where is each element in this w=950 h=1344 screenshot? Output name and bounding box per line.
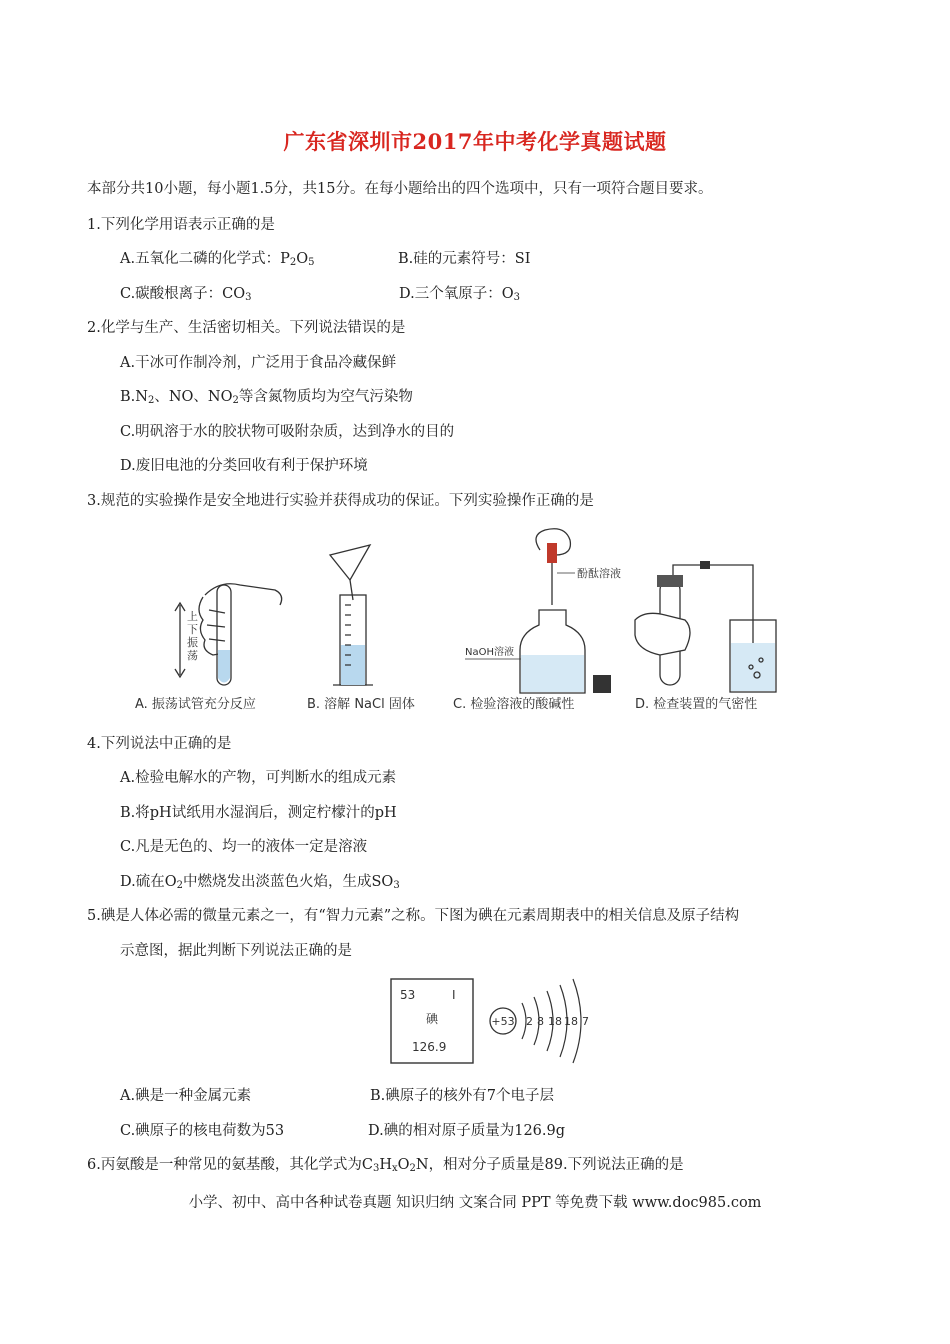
q2-option-b: $B.N_2$、NO、$NO_2$等含氮物质均为空气污染物 (120, 389, 413, 406)
element-symbol: I (452, 988, 456, 1002)
q4-option-d: D.硫在$O_2$中燃烧发出淡蓝色火焰，生成$SO_3$ (120, 874, 400, 891)
q4-stem: 4.下列说法中正确的是 (87, 736, 232, 752)
shell-3-count: 18 (548, 1015, 562, 1028)
fig-b-caption: B. 溶解 NaCl 固体 (307, 697, 415, 712)
fig-c-label-phenolphthalein: 酚酞溶液 (577, 567, 621, 580)
page-title: 广东省深圳市2017年中考化学真题试题 (283, 129, 667, 154)
q5-option-c: C.碘原子的核电荷数为53 (120, 1123, 285, 1139)
q5-stem-line2: 示意图，据此判断下列说法正确的是 (120, 943, 352, 959)
q5-iodine-figure (390, 975, 600, 1067)
atomic-number: 53 (400, 988, 416, 1002)
section-intro: 本部分共10小题，每小题1.5分，共15分。在每小题给出的四个选项中，只有一项符合题目要求。 (87, 181, 713, 197)
atomic-mass: 126.9 (412, 1040, 447, 1054)
shell-4-count: 18 (564, 1015, 578, 1028)
q3-experiment-figure (125, 525, 795, 720)
q2-option-d: D.废旧电池的分类回收有利于保护环境 (120, 458, 368, 474)
q3-stem: 3.规范的实验操作是安全地进行实验并获得成功的保证。下列实验操作正确的是 (87, 493, 594, 509)
q1-stem: 1.下列化学用语表示正确的是 (87, 217, 275, 233)
q4-option-a: A.检验电解水的产物，可判断水的组成元素 (120, 770, 397, 786)
fig-d-airtightness (635, 561, 776, 692)
q1-option-c: C.碳酸根离子：$CO_3$ (120, 286, 252, 303)
q4-option-b: B.将pH试纸用水湿润后，测定柠檬汁的pH (120, 805, 397, 821)
q1-option-b: B.硅的元素符号：SI (398, 251, 531, 267)
q5-option-d: D.碘的相对原子质量为126.9g (368, 1123, 566, 1139)
q2-option-c: C.明矾溶于水的胶状物可吸附杂质，达到净水的目的 (120, 424, 455, 440)
page-footer: 小学、初中、高中各种试卷真题 知识归纳 文案合同 PPT 等免费下载 www.doc985.com (188, 1195, 762, 1211)
fig-a-caption: A. 振荡试管充分反应 (135, 697, 256, 712)
fig-b-cylinder (330, 545, 373, 685)
q5-option-b: B.碘原子的核外有7个电子层 (370, 1088, 554, 1104)
q6-stem: 6.丙氨酸是一种常见的氨基酸，其化学式为$C_3H_xO_2N$，相对分子质量是89.下列说法正确的是 (87, 1157, 684, 1174)
fig-a-shake-label: 上下振荡 (187, 610, 198, 662)
q5-stem-line1: 5.碘是人体必需的微量元素之一，有“智力元素”之称。下图为碘在元素周期表中的相关信息及原子结构 (87, 908, 740, 924)
q5-option-a: A.碘是一种金属元素 (120, 1088, 252, 1104)
nucleus-charge: +53 (491, 1015, 515, 1028)
shell-1-count: 2 (526, 1015, 533, 1028)
q1-option-d: D.三个氧原子：$O_3$ (399, 286, 520, 303)
shell-5-count: 7 (582, 1015, 589, 1028)
fig-c-caption: C. 检验溶液的酸碱性 (453, 697, 575, 712)
fig-c-label-naoh: NaOH溶液 (465, 647, 514, 658)
shell-2-count: 8 (537, 1015, 544, 1028)
fig-c-dropper-bottle (465, 529, 611, 693)
fig-d-caption: D. 检查装置的气密性 (635, 697, 758, 712)
element-name: 碘 (426, 1012, 439, 1026)
q2-stem: 2.化学与生产、生活密切相关。下列说法错误的是 (87, 320, 406, 336)
q4-option-c: C.凡是无色的、均一的液体一定是溶液 (120, 839, 368, 855)
q1-option-a: A.五氧化二磷的化学式：$P_2O_5$ (120, 251, 315, 268)
q2-option-a: A.干冰可作制冷剂，广泛用于食品冷藏保鲜 (120, 355, 397, 371)
